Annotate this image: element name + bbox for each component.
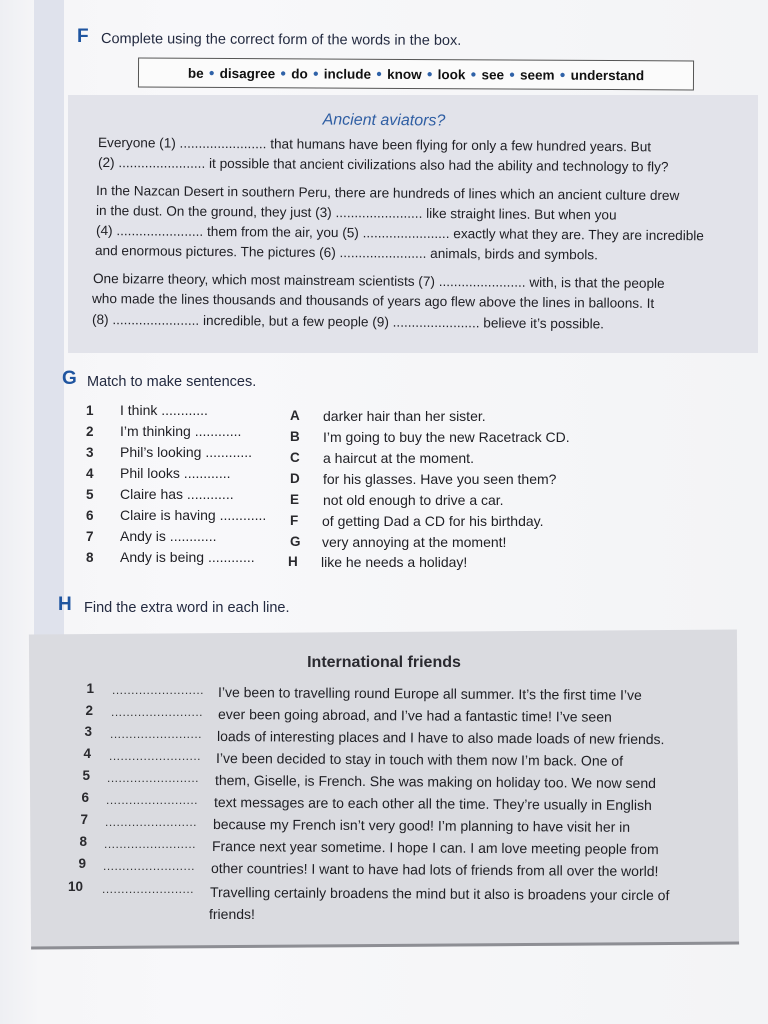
- passage-f-line: Everyone (1) ....................... that humans have been flying for only a few hundred years. But: [97, 135, 652, 155]
- match-letter: H: [288, 554, 298, 569]
- passage-f-line: (2) ....................... it possible that ancient civilizations also had the ability and technology to fly?: [97, 155, 669, 175]
- bullet-dot: ●: [312, 67, 319, 79]
- line-number: 2: [85, 703, 93, 718]
- answer-blank[interactable]: ........................: [111, 705, 204, 719]
- match-ending: a haircut at the moment.: [323, 450, 474, 466]
- match-number: 7: [86, 529, 94, 544]
- line-number: 10: [67, 879, 83, 894]
- passage-f-line: In the Nazcan Desert in southern Peru, there are hundreds of lines which an ancient culture drew: [95, 183, 680, 204]
- line-number: 7: [80, 812, 88, 827]
- bullet-dot: ●: [280, 67, 287, 79]
- match-letter: C: [290, 450, 300, 465]
- match-number: 1: [86, 403, 94, 418]
- passage-f-line: and enormous pictures. The pictures (6) ....................... animals, birds and symbols.: [94, 243, 598, 263]
- passage-h-title: International friends: [307, 654, 461, 671]
- word-box-word: include: [323, 66, 372, 82]
- passage-f-line: (8) ....................... incredible, but a few people (9) ....................... believe it’s possible.: [91, 312, 605, 332]
- passage-h-line: ever been going abroad, and I’ve had a fantastic time! I’ve seen: [217, 706, 612, 725]
- match-number: 3: [86, 445, 94, 460]
- match-number: 2: [86, 424, 94, 439]
- match-letter: F: [290, 513, 299, 528]
- match-ending: very annoying at the moment!: [322, 534, 507, 550]
- match-ending: I’m going to buy the new Racetrack CD.: [323, 429, 570, 445]
- match-letter: B: [290, 429, 300, 444]
- passage-f-line: One bizarre theory, which most mainstream scientists (7) ....................... with, is that the people: [92, 271, 665, 291]
- line-number: 3: [84, 724, 92, 739]
- word-box-word: seem: [520, 67, 555, 83]
- match-ending: darker hair than her sister.: [323, 408, 486, 424]
- passage-h-line: I’ve been to travelling round Europe all summer. It’s the first time I’ve: [217, 684, 642, 703]
- line-number: 5: [82, 768, 90, 783]
- line-number: 8: [79, 834, 87, 849]
- answer-blank[interactable]: ........................: [105, 815, 198, 829]
- match-letter: E: [290, 492, 300, 507]
- passage-f-line: who made the lines thousands and thousands of years ago flew above the lines in balloons. It: [91, 291, 655, 311]
- line-number: 9: [78, 856, 86, 871]
- passage-h-line: Travelling certainly broadens the mind but it also is broadens your circle of: [209, 884, 670, 904]
- match-letter: D: [290, 471, 300, 486]
- section-h-instruction: Find the extra word in each line.: [84, 600, 290, 616]
- match-ending: like he needs a holiday!: [321, 554, 468, 570]
- passage-h-line: because my French isn’t very good! I’m planning to have visit her in: [212, 816, 631, 835]
- match-stem: I think ............: [120, 402, 208, 418]
- section-f-instruction: Complete using the correct form of the words in the box.: [100, 31, 462, 49]
- match-ending: of getting Dad a CD for his birthday.: [322, 513, 544, 529]
- line-number: 6: [81, 790, 89, 805]
- word-box-word: disagree: [219, 65, 276, 81]
- match-number: 8: [86, 550, 94, 565]
- bullet-dot: ●: [470, 68, 477, 80]
- section-h-letter: H: [58, 594, 72, 615]
- bullet-dot: ●: [376, 68, 383, 80]
- passage-h-last-line: friends!: [209, 906, 255, 922]
- word-box-word: be: [187, 65, 204, 81]
- word-box: [138, 58, 694, 91]
- passage-h-line: France next year sometime. I hope I can. I am love meeting people from: [211, 838, 659, 858]
- match-ending: for his glasses. Have you seen them?: [323, 471, 557, 487]
- answer-blank[interactable]: ........................: [102, 882, 195, 896]
- word-box-word: look: [437, 66, 466, 82]
- match-stem: I’m thinking ............: [120, 423, 242, 439]
- word-box-word: see: [481, 66, 505, 82]
- answer-blank[interactable]: ........................: [106, 793, 199, 807]
- passage-h-line: loads of interesting places and I have to also made loads of new friends.: [216, 728, 665, 748]
- answer-blank[interactable]: ........................: [103, 859, 196, 873]
- match-number: 6: [86, 508, 94, 523]
- passage-f-title: Ancient aviators?: [322, 111, 446, 130]
- section-f-letter: F: [77, 26, 89, 47]
- passage-h-line: them, Giselle, is French. She was making on holiday too. We now send: [214, 772, 657, 792]
- match-stem: Claire is having ............: [120, 507, 267, 523]
- passage-f-line: (4) ....................... them from the air, you (5) ....................... exactly what they are. They are incredible: [95, 223, 704, 244]
- bullet-dot: ●: [426, 68, 433, 80]
- left-margin-band: [34, 0, 64, 640]
- match-letter: G: [290, 534, 301, 549]
- match-stem: Phil’s looking ............: [120, 444, 253, 460]
- word-box-word: do: [291, 65, 308, 81]
- word-box-word: understand: [570, 67, 645, 83]
- match-stem: Claire has ............: [120, 486, 234, 502]
- match-number: 4: [86, 466, 94, 481]
- match-letter: A: [290, 408, 300, 423]
- bullet-dot: ●: [508, 68, 516, 81]
- bullet-dot: ●: [208, 67, 215, 79]
- passage-h-line: text messages are to each other all the time. They’re usually in English: [213, 794, 652, 814]
- match-stem: Andy is ............: [120, 528, 217, 544]
- section-g-letter: G: [62, 368, 77, 389]
- passage-h-line: I’ve been decided to stay in touch with them now I’m back. One of: [215, 750, 624, 769]
- match-stem: Phil looks ............: [120, 465, 231, 481]
- passage-h-line: other countries! I want to have had lots of friends from all over the world!: [210, 860, 659, 880]
- match-ending: not old enough to drive a car.: [323, 492, 504, 508]
- section-g-instruction: Match to make sentences.: [87, 374, 257, 390]
- word-box-word: know: [387, 66, 422, 82]
- match-stem: Andy is being ............: [120, 549, 255, 565]
- passage-f-line: in the dust. On the ground, they just (3) ....................... like straight lines. But when you: [95, 203, 617, 223]
- line-number: 1: [86, 681, 94, 696]
- answer-blank[interactable]: ........................: [109, 749, 202, 763]
- match-number: 5: [86, 487, 94, 502]
- line-number: 4: [83, 746, 91, 761]
- answer-blank[interactable]: ........................: [110, 727, 203, 741]
- bullet-dot: ●: [559, 69, 566, 81]
- answer-blank[interactable]: ........................: [112, 683, 205, 697]
- answer-blank[interactable]: ........................: [107, 771, 200, 785]
- answer-blank[interactable]: ........................: [104, 837, 197, 851]
